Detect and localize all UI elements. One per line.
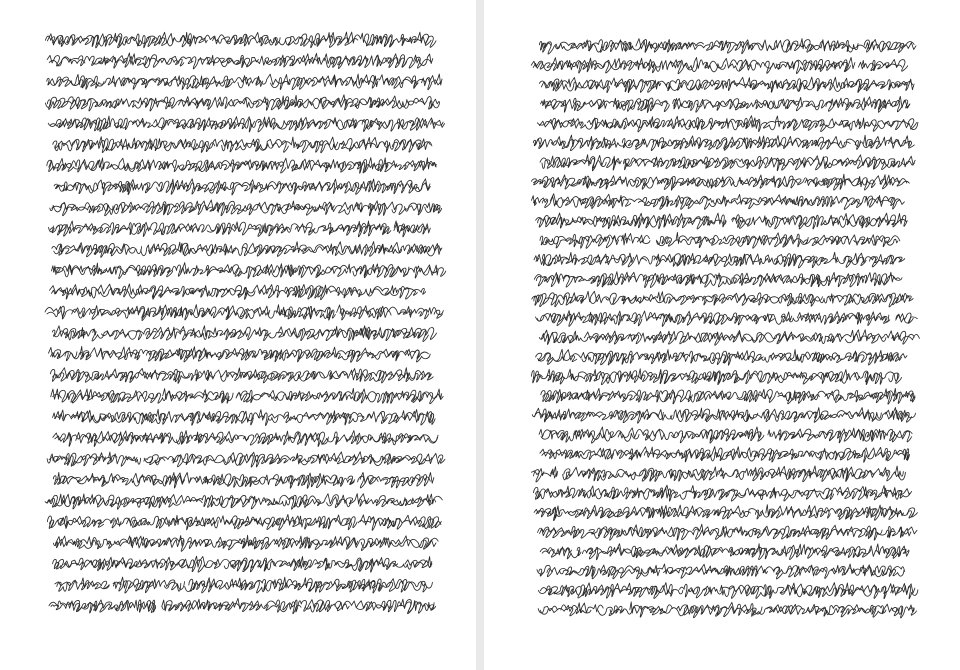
scribble-line: [542, 546, 909, 560]
scribble-line: [47, 452, 445, 466]
scribble-line: [55, 432, 437, 446]
scribble-line: [49, 516, 441, 530]
scribble-line: [541, 331, 919, 345]
scribble-line: [532, 408, 915, 422]
scribble-line: [540, 447, 910, 461]
scribble-line: [541, 40, 916, 54]
scribble-line: [47, 97, 439, 111]
scribble-line: [540, 155, 915, 169]
scribble-line: [534, 409, 911, 423]
scribble-line: [47, 74, 442, 88]
scribble-line: [537, 564, 905, 577]
scribble-line: [47, 497, 439, 510]
scribble-line: [538, 312, 918, 326]
scribble-line: [54, 327, 428, 341]
scribble-line: [538, 602, 914, 616]
left-page: [0, 0, 476, 670]
scribble-line: [49, 453, 441, 467]
right-page: [484, 0, 960, 670]
scribble-line: [45, 494, 442, 508]
left-page-scribbles: [0, 0, 476, 670]
right-page-scribbles: [484, 0, 960, 670]
